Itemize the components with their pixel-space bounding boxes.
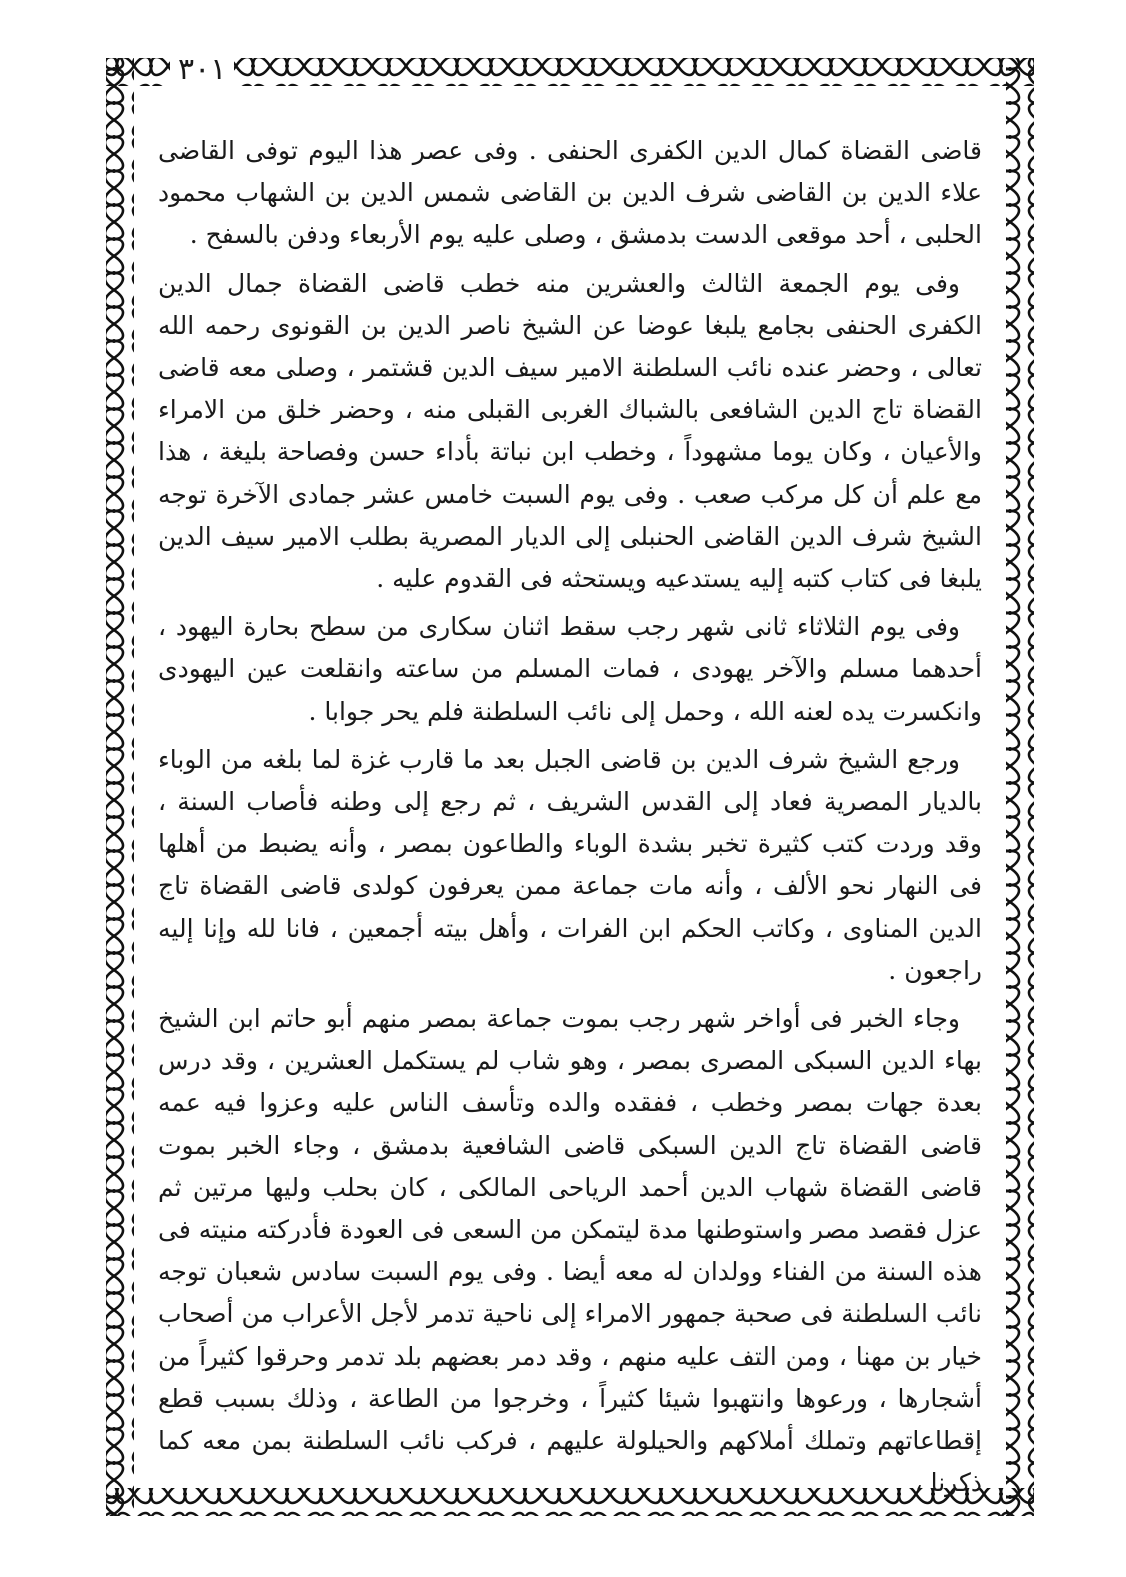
- paragraph: ورجع الشيخ شرف الدين بن قاضى الجبل بعد ما قارب غزة لما بلغه من الوباء بالديار المصرية فعاد إلى القدس الشريف ، ثم رجع إلى وطنه فأصاب السنة ، وقد وردت كتب كثيرة تخبر بشدة الوباء والطاعون بمصر ، وأنه يضبط من أهلها فى النهار نحو الألف ، وأنه مات جماعة ممن يعرفون كولدى قاضى القضاة تاج الدين المناوى ، وكاتب الحكم ابن الفرات ، وأهل بيته أجمعين ، فانا لله وإنا إليه راجعون .: [158, 744, 982, 985]
- paragraph: وفى يوم الجمعة الثالث والعشرين منه خطب قاضى القضاة جمال الدين الكفرى الحنفى بجامع يلبغا عوضا عن الشيخ ناصر الدين بن القونوى رحمه الله تعالى ، وحضر عنده نائب السلطنة الامير سيف الدين قشتمر ، وصلى معه قاضى القضاة تاج الدين الشافعى بالشباك الغربى القبلى منه ، وحضر خلق من الامراء والأعيان ، وكان يوما مشهوداً ، وخطب ابن نباتة بأداء حسن وفصاحة بليغة ، هذا مع علم أن كل مركب صعب . وفى يوم السبت خامس عشر جمادى الآخرة توجه الشيخ شرف الدين القاضى الحنبلى إلى الديار المصرية بطلب الامير سيف الدين يلبغا فى كتاب كتبه إليه يستدعيه ويستحثه فى القدوم عليه .: [158, 268, 982, 594]
- border-right: [1006, 58, 1034, 1516]
- page-number: ٣٠١: [170, 50, 234, 90]
- border-left: [106, 58, 134, 1516]
- body-text: [158, 130, 983, 1498]
- paragraph: وفى يوم الثلاثاء ثانى شهر رجب سقط اثنان سكارى من سطح بحارة اليهود ، أحدهما مسلم والآخر يهودى ، فمات المسلم من ساعته وانقلعت عين اليهودى وانكسرت يده لعنه الله ، وحمل إلى نائب السلطنة فلم يحر جوابا .: [158, 612, 983, 726]
- border-top: [106, 58, 1034, 86]
- paragraph: قاضى القضاة كمال الدين الكفرى الحنفى . وفى عصر هذا اليوم توفى القاضى علاء الدين بن القاضى شرف الدين بن القاضى شمس الدين بن الشهاب محمود الحلبى ، أحد موقعى الدست بدمشق ، وصلى عليه يوم الأربعاء ودفن بالسفح .: [158, 136, 982, 250]
- paragraph: وجاء الخبر فى أواخر شهر رجب بموت جماعة بمصر منهم أبو حاتم ابن الشيخ بهاء الدين السبكى المصرى بمصر ، وهو شاب لم يستكمل العشرين ، وقد درس بعدة جهات بمصر وخطب ، ففقده والده وتأسف الناس عليه وعزوا فيه عمه قاضى القضاة تاج الدين السبكى قاضى الشافعية بدمشق ، وجاء الخبر بموت قاضى القضاة شهاب الدين أحمد الرياحى المالكى ، كان بحلب وليها مرتين ثم عزل فقصد مصر واستوطنها مدة ليتمكن من السعى فى العودة فأدركته منيته فى هذه السنة من الفناء وولدان له معه أيضا . وفى يوم السبت سادس شعبان توجه نائب السلطنة فى صحبة جمهور الامراء إلى ناحية تدمر لأجل الأعراب من أصحاب خيار بن مهنا ، ومن التف عليه منهم ، وقد دمر بعضهم بلد تدمر وحرقوا كثيراً من أشجارها ، ورعوها وانتهبوا شيئا كثيراً ، وخرجوا من الطاعة ، وذلك بسبب قطع إقطاعاتهم وتملك أملاكهم والحيلولة عليهم ، فركب نائب السلطنة بمن معه كما ذكرنا ،: [158, 1004, 982, 1498]
